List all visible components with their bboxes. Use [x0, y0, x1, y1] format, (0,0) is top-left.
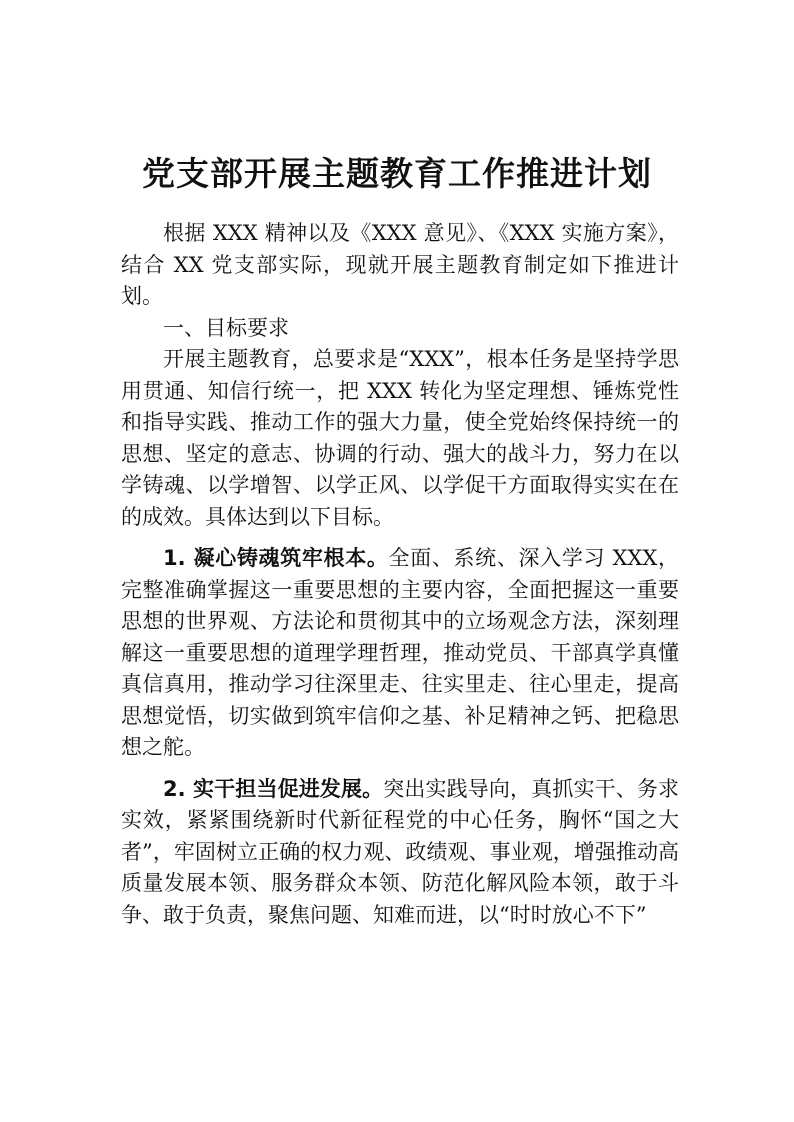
goal-item-1-body: 全面、系统、深入学习 XXX，完整准确掌握这一重要思想的主要内容，全面把握这一重要思想的世界观、方法论和贯彻其中的立场观念方法，深刻理解这一重要思想的道理学理哲理，推动党员、干部真学真懂真信真用，推动学习往深里走、往实里走、往心里走，提高思想觉悟，切实做到筑牢信仰之基、补足精神之钙、把稳思想之舵。: [121, 546, 679, 759]
goal-item-2-body: 突出实践导向，真抓实干、务求实效，紧紧围绕新时代新征程党的中心任务，胸怀“国之大者”，牢固树立正确的权力观、政绩观、事业观，增强推动高质量发展本领、服务群众本领、防范化解风险本领，敢于斗争、敢于负责，聚焦问题、知难而进，以“时时放心不下”: [121, 776, 679, 927]
section-heading-objectives: 一、目标要求: [163, 315, 289, 340]
document-body: [121, 218, 679, 931]
intro-paragraph: 根据 XXX 精神以及《XXX 意见》、《XXX 实施方案》，结合 XX 党支部实际，现就开展主题教育制定如下推进计划。: [121, 221, 679, 308]
document-title: 党支部开展主题教育工作推进计划: [142, 154, 652, 194]
goal-item-2-lead: 2. 实干担当促进发展。: [163, 776, 384, 801]
objectives-paragraph: 开展主题教育，总要求是“XXX”，根本任务是坚持学思用贯通、知信行统一，把 XXX 转化为坚定理想、锤炼党性和指导实践、推动工作的强大力量，使全党始终保持统一的思想、坚定的意志、协调的行动、强大的战斗力，努力在以学铸魂、以学增智、以学正风、以学促干方面取得实实在在的成效。具体达到以下目标。: [121, 347, 679, 529]
goal-item-1-lead: 1. 凝心铸魂筑牢根本。: [163, 546, 389, 570]
goal-item-1: [121, 543, 679, 764]
goal-item-2: [121, 774, 679, 932]
